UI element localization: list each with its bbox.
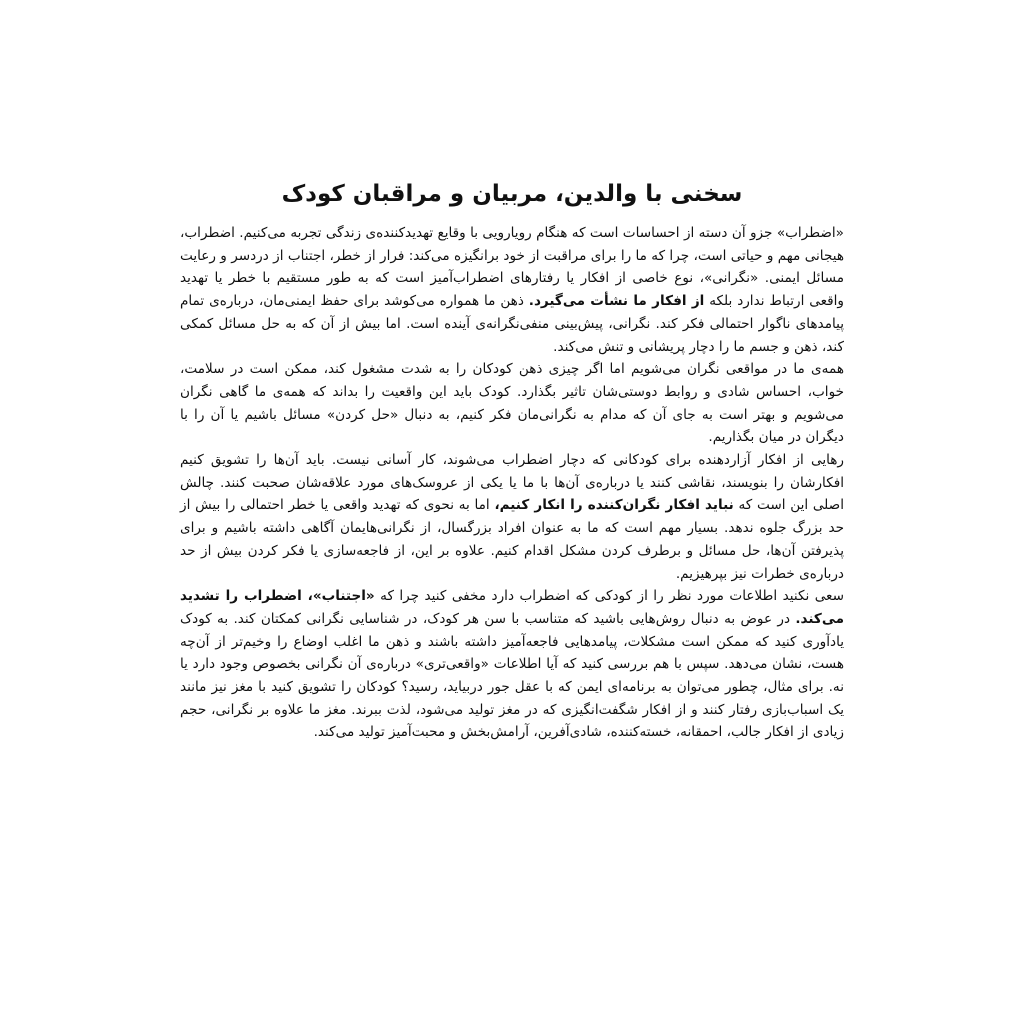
paragraph-3 (180, 449, 844, 585)
page-title: سخنی با والدین، مربیان و مراقبان کودک (281, 181, 743, 207)
body-text (180, 222, 844, 744)
paragraph-4 (180, 585, 844, 744)
paragraph-3-text-b: اما به نحوی که تهدید واقعی یا خطر احتمالی را بیش از حد بزرگ جلوه ندهد. بسیار مهم است که ما به عنوان افراد بزرگسال، از نگرانی‌هایمان آگاهی داشته باشیم و برای پذیرفتن آن‌ها، حل مسائل و برطرف کردن مشکل اقدام کنیم. علاوه بر این، از فاجعه‌سازی یا فکر کردن بیش از حد درباره‌ی خطرات نیز بپرهیزیم. (180, 497, 844, 582)
paragraph-1 (180, 222, 844, 358)
paragraph-1-bold-phrase: از افکار ما نشأت می‌گیرد. (528, 293, 705, 310)
paragraph-4-text-a: سعی نکنید اطلاعات مورد نظر را از کودکی که اضطراب دارد مخفی کنید چرا که (374, 588, 844, 605)
paragraph-2 (180, 358, 844, 449)
paragraph-2-text: همه‌ی ما در مواقعی نگران می‌شویم اما اگر چیزی ذهن کودکان را به شدت مشغول کند، ممکن است در سلامت، خواب، احساس شادی و روابط دوستی‌شان تاثیر بگذارد. کودک باید این واقعیت را بداند که همه‌ی ما گاهی نگران می‌شویم و بهتر است به جای آن که مدام به نگرانی‌مان فکر کنیم، به دنبال «حل کردن» مسائل باشیم یا آن را با دیگران در میان بگذاریم. (180, 361, 844, 446)
paragraph-1-text-b: ذهن ما همواره می‌کوشد برای حفظ ایمنی‌مان، درباره‌ی تمام پیامدهای ناگوار احتمالی فکر کند. نگرانی، پیش‌بینی منفی‌نگرانه‌ی آینده است. اما بیش از آن که به حل مسائل کمکی کند، ذهن و جسم ما را دچار پریشانی و تنش می‌کند. (180, 293, 844, 355)
paragraph-4-bold-phrase: «اجتناب»، اضطراب را تشدید می‌کند. (180, 588, 844, 627)
paragraph-1-text-a: «اضطراب» جزو آن دسته از احساسات است که هنگام رویارویی با وقایع تهدیدکننده‌ی زندگی تجربه می‌کنیم. اضطراب، هیجانی مهم و حیاتی است، چرا که ما را برای مراقبت از خود برانگیزه می‌کند: فرار از خطر، اجتناب از دردسر و رعایت مسائل ایمنی. «نگرانی»، نوع خاصی از افکار یا رفتارهای اضطراب‌آمیز است که به طور مستقیم با خطر یا تهدید واقعی ارتباط ندارد بلکه (180, 225, 844, 310)
paragraph-3-bold-phrase: نباید افکار نگران‌کننده را انکار کنیم، (494, 497, 734, 514)
paragraph-4-text-b: در عوض به دنبال روش‌هایی باشید که متناسب با سن هر کودک، در شناسایی نگرانی کمکتان کند. به کودک یادآوری کنید که ممکن است مشکلات، پیامدهایی فاجعه‌آمیز داشته باشند و ذهن ما اغلب اوضاع را وخیم‌تر از آن‌چه هست، نشان می‌دهد. سپس با هم بررسی کنید که آیا اطلاعات «واقعی‌تری» درباره‌ی آن نگرانی بخصوص وجود دارد یا نه. برای مثال، چطور می‌توان به برنامه‌ای ایمن که با عقل جور دربیاید، رسید؟ کودکان را تشویق کنید با مغز نیز مانند یک اسباب‌بازی رفتار کنند و از افکار شگفت‌انگیزی که در مغز تولید می‌شود، لذت ببرند. مغز ما علاوه بر نگرانی، حجم زیادی از افکار جالب، احمقانه، خسته‌کننده، شادی‌آفرین، آرامش‌بخش و محبت‌آمیز تولید می‌کند. (180, 610, 844, 741)
paragraph-3-text-a: رهایی از افکار آزاردهنده برای کودکانی که دچار اضطراب می‌شوند، کار آسانی نیست. باید آن‌ها را تشویق کنیم افکارشان را بنویسند، نقاشی کنند یا درباره‌ی آن‌ها با ما یا یکی از عروسک‌های مورد علاقه‌شان صحبت کنند. چالش اصلی این است که (180, 452, 845, 514)
